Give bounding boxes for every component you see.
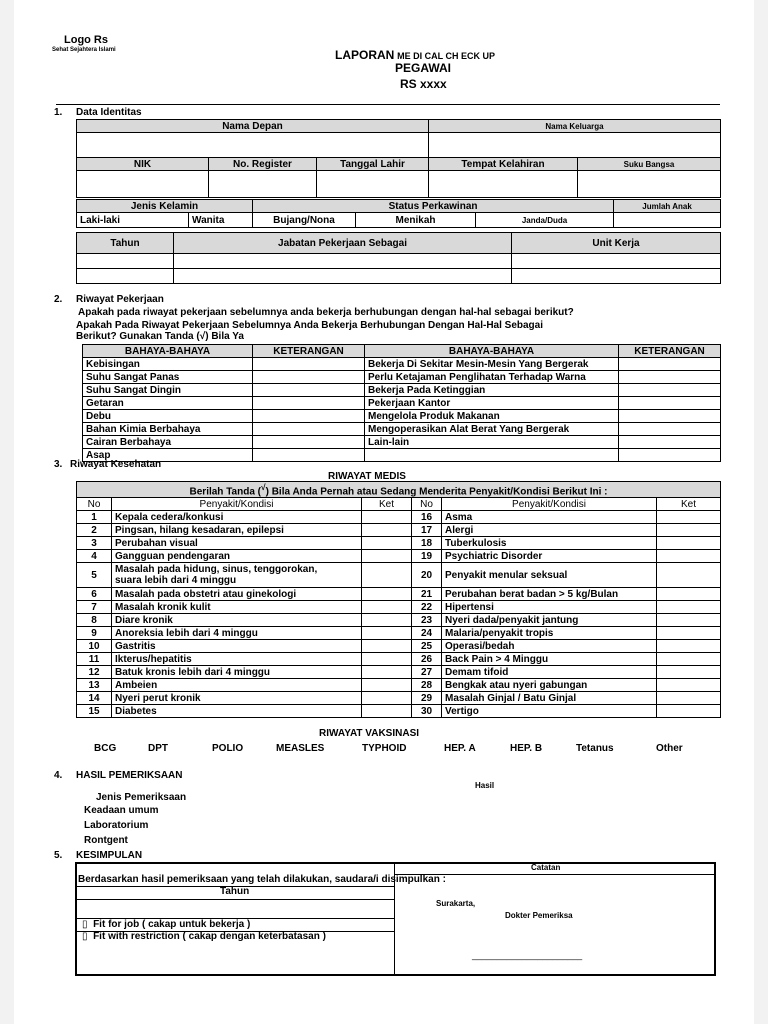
condition-number-right: 30 [412, 705, 442, 718]
condition-name-right: Vertigo [442, 705, 657, 718]
condition-name-left: Pingsan, hilang kesadaran, epilepsi [112, 524, 362, 537]
medical-row [77, 524, 721, 537]
condition-name-right: Asma [442, 511, 657, 524]
hazard-item-right: Lain-lain [365, 436, 619, 449]
col-ket-left: Ket [362, 498, 412, 511]
condition-number-left: 6 [77, 588, 112, 601]
keterangan-col-right: KETERANGAN [619, 345, 721, 358]
condition-name-right: Alergi [442, 524, 657, 537]
hasil-label: Hasil [475, 781, 495, 790]
status-perkawinan-header: Status Perkawinan [253, 200, 614, 213]
hazard-check-left[interactable] [253, 358, 365, 371]
condition-name-right: Hipertensi [442, 601, 657, 614]
conclusion-statement: Berdasarkan hasil pemeriksaan yang telah dilakukan, saudara/i disimpulkan : [78, 874, 446, 885]
medical-history-table [76, 481, 721, 718]
hazard-item-left: Debu [83, 410, 253, 423]
condition-name-right: Demam tifoid [442, 666, 657, 679]
condition-number-right: 17 [412, 524, 442, 537]
medical-row [77, 640, 721, 653]
condition-name-left: Ambeien [112, 679, 362, 692]
hazard-item-left: Asap [83, 449, 253, 462]
vaccine-item[interactable]: MEASLES [276, 743, 325, 754]
rule-2 [76, 899, 394, 900]
logo-text: Logo Rs [64, 34, 108, 46]
option-wanita[interactable]: Wanita [189, 213, 253, 228]
condition-name-left: Ikterus/hepatitis [112, 653, 362, 666]
jumlah-anak-field[interactable] [614, 213, 721, 228]
condition-ket-right[interactable] [657, 679, 721, 692]
condition-ket-right[interactable] [657, 692, 721, 705]
condition-ket-right[interactable] [657, 550, 721, 563]
vaccine-item[interactable]: TYPHOID [362, 743, 407, 754]
condition-number-right: 26 [412, 653, 442, 666]
vaccine-item[interactable]: POLIO [212, 743, 244, 754]
exam-item-3: Rontgent [84, 835, 128, 846]
vaccine-item[interactable]: Tetanus [576, 743, 614, 754]
condition-name-left: Masalah pada obstetri atau ginekologi [112, 588, 362, 601]
condition-name-right: Nyeri dada/penyakit jantung [442, 614, 657, 627]
hazard-item-right: Perlu Ketajaman Penglihatan Terhadap Warna [365, 371, 619, 384]
hazard-row [83, 384, 721, 397]
hazard-check-left[interactable] [253, 410, 365, 423]
employment-cell[interactable] [512, 254, 721, 269]
medical-row [77, 705, 721, 718]
condition-number-left: 5 [77, 563, 112, 588]
hazard-table [82, 344, 721, 462]
section3-number: 3. [54, 459, 63, 470]
nama-keluarga-field[interactable] [429, 133, 721, 158]
hazard-row [83, 410, 721, 423]
col-penyakit-right: Penyakit/Kondisi [442, 498, 657, 511]
vaksinasi-title: RIWAYAT VAKSINASI [319, 728, 420, 739]
hazard-row [83, 397, 721, 410]
signature-line[interactable]: ______________________ [472, 950, 583, 960]
section3-title: Riwayat Kesehatan [70, 459, 162, 470]
question-3: Berikut? Gunakan Tanda (√) Bila Ya [76, 331, 244, 342]
vaccine-item[interactable]: HEP. B [510, 743, 543, 754]
tahun-header: Tahun [77, 233, 174, 254]
identity-table [76, 119, 721, 158]
condition-ket-left[interactable] [362, 679, 412, 692]
vaccine-item[interactable]: BCG [94, 743, 117, 754]
condition-ket-right[interactable] [657, 653, 721, 666]
condition-number-right: 21 [412, 588, 442, 601]
hazard-check-left[interactable] [253, 449, 365, 462]
hazard-item-right: Mengelola Produk Makanan [365, 410, 619, 423]
question-1: Apakah pada riwayat pekerjaan sebelumnya anda bekerja berhubungan dengan hal-hal sebagai berikut? [78, 307, 574, 318]
condition-number-right: 28 [412, 679, 442, 692]
condition-number-right: 25 [412, 640, 442, 653]
condition-name-left: Anoreksia lebih dari 4 minggu [112, 627, 362, 640]
condition-number-right: 27 [412, 666, 442, 679]
condition-name-left: Diabetes [112, 705, 362, 718]
unit-kerja-header: Unit Kerja [512, 233, 721, 254]
medical-row [77, 511, 721, 524]
hazard-check-right[interactable] [619, 423, 721, 436]
jumlah-anak-header: Jumlah Anak [614, 200, 721, 213]
condition-number-left: 8 [77, 614, 112, 627]
medical-row [77, 692, 721, 705]
exam-item-2: Laboratorium [84, 820, 149, 831]
condition-ket-left[interactable] [362, 692, 412, 705]
condition-number-right: 24 [412, 627, 442, 640]
nik-header: NIK [77, 158, 209, 171]
section1-number: 1. [54, 107, 63, 118]
condition-ket-left[interactable] [362, 640, 412, 653]
fit-for-job-option[interactable]: ▯ Fit for job ( cakap untuk bekerja ) [82, 919, 251, 930]
condition-name-right: Perubahan berat badan > 5 kg/Bulan [442, 588, 657, 601]
exam-item-1: Keadaan umum [84, 805, 159, 816]
vaccine-item[interactable]: Other [656, 743, 683, 754]
condition-name-right: Malaria/penyakit tropis [442, 627, 657, 640]
identity-table-2 [76, 157, 721, 198]
col-ket-right: Ket [657, 498, 721, 511]
condition-number-left: 4 [77, 550, 112, 563]
employment-cell[interactable] [174, 254, 512, 269]
hazard-check-right[interactable] [619, 384, 721, 397]
section1-title: Data Identitas [76, 107, 142, 118]
condition-ket-left[interactable] [362, 601, 412, 614]
medical-row [77, 550, 721, 563]
condition-name-left: Diare kronik [112, 614, 362, 627]
condition-ket-right[interactable] [657, 588, 721, 601]
hazard-item-left: Kebisingan [83, 358, 253, 371]
condition-ket-left[interactable] [362, 627, 412, 640]
option-laki[interactable]: Laki-laki [77, 213, 189, 228]
catatan-label: Catatan [531, 863, 561, 872]
condition-ket-right[interactable] [657, 640, 721, 653]
jabatan-header: Jabatan Pekerjaan Sebagai [174, 233, 512, 254]
check-mark-icon: √ [261, 482, 266, 492]
condition-ket-right[interactable] [657, 627, 721, 640]
vaccine-item[interactable]: HEP. A [444, 743, 476, 754]
hazard-item-right: Bekerja Di Sekitar Mesin-Mesin Yang Bergerak [365, 358, 619, 371]
hazard-row [83, 436, 721, 449]
employment-row[interactable] [77, 269, 174, 284]
checkbox-icon: ▯ [82, 931, 88, 942]
no-register-header: No. Register [209, 158, 317, 171]
hazard-check-right[interactable] [619, 371, 721, 384]
question-2: Apakah Pada Riwayat Pekerjaan Sebelumnya Anda Bekerja Berhubungan Dengan Hal-Hal Sebagai [76, 320, 544, 331]
option-janda[interactable]: Janda/Duda [476, 213, 614, 228]
medical-row [77, 679, 721, 692]
condition-ket-left[interactable] [362, 550, 412, 563]
condition-name-left: Kepala cedera/konkusi [112, 511, 362, 524]
section2-number: 2. [54, 294, 63, 305]
condition-ket-left[interactable] [362, 511, 412, 524]
nama-depan-header: Nama Depan [77, 120, 429, 133]
nama-depan-field[interactable] [77, 133, 429, 158]
checkbox-icon: ▯ [82, 919, 88, 930]
condition-ket-right[interactable] [657, 511, 721, 524]
title-line2: PEGAWAI [395, 61, 452, 75]
condition-name-right: Psychiatric Disorder [442, 550, 657, 563]
hazard-item-right: Bekerja Pada Ketinggian [365, 384, 619, 397]
condition-name-right: Tuberkulosis [442, 537, 657, 550]
condition-name-right: Masalah Ginjal / Batu Ginjal [442, 692, 657, 705]
hazard-check-right[interactable] [619, 410, 721, 423]
condition-number-left: 2 [77, 524, 112, 537]
suku-bangsa-field[interactable] [578, 171, 721, 198]
hazard-item-left: Bahan Kimia Berbahaya [83, 423, 253, 436]
condition-number-right: 23 [412, 614, 442, 627]
hazard-check-left[interactable] [253, 371, 365, 384]
condition-number-left: 13 [77, 679, 112, 692]
riwayat-medis-title: RIWAYAT MEDIS [328, 471, 406, 482]
medical-row [77, 537, 721, 550]
suku-bangsa-header: Suku Bangsa [578, 158, 721, 171]
no-register-field[interactable] [209, 171, 317, 198]
medical-row [77, 588, 721, 601]
condition-number-right: 20 [412, 563, 442, 588]
hazard-check-right[interactable] [619, 397, 721, 410]
hazard-item-right: Mengoperasikan Alat Berat Yang Bergerak [365, 423, 619, 436]
hazard-item-left: Getaran [83, 397, 253, 410]
condition-number-left: 10 [77, 640, 112, 653]
title-line3: RS xxxx [400, 77, 447, 91]
hazard-check-right[interactable] [619, 436, 721, 449]
status-table [76, 199, 721, 228]
col-no-right: No [412, 498, 442, 511]
fit-with-restriction-option[interactable]: ▯ Fit with restriction ( cakap dengan keterbatasan ) [82, 931, 326, 942]
hazard-item-left: Suhu Sangat Panas [83, 371, 253, 384]
tempat-kelahiran-field[interactable] [429, 171, 578, 198]
condition-ket-left[interactable] [362, 705, 412, 718]
nama-keluarga-header: Nama Keluarga [429, 120, 721, 133]
condition-number-left: 9 [77, 627, 112, 640]
option-menikah[interactable]: Menikah [356, 213, 476, 228]
header-divider [56, 104, 720, 105]
hazard-check-right[interactable] [619, 358, 721, 371]
form-page [14, 0, 754, 1024]
condition-name-left: Masalah pada hidung, sinus, tenggorokan, suara lebih dari 4 minggu [112, 563, 362, 588]
condition-name-right: Bengkak atau nyeri gabungan [442, 679, 657, 692]
condition-ket-right[interactable] [657, 524, 721, 537]
condition-ket-right[interactable] [657, 666, 721, 679]
condition-ket-left[interactable] [362, 653, 412, 666]
dokter-label: Dokter Pemeriksa [505, 911, 573, 920]
hazard-row [83, 423, 721, 436]
hazard-row [83, 358, 721, 371]
hazard-check-right[interactable] [619, 449, 721, 462]
hazard-col-left: BAHAYA-BAHAYA [83, 345, 253, 358]
condition-name-left: Gangguan pendengaran [112, 550, 362, 563]
condition-name-left: Masalah kronik kulit [112, 601, 362, 614]
condition-number-left: 11 [77, 653, 112, 666]
condition-ket-left[interactable] [362, 563, 412, 588]
condition-ket-right[interactable] [657, 705, 721, 718]
condition-ket-left[interactable] [362, 588, 412, 601]
jenis-pemeriksaan-label: Jenis Pemeriksaan [96, 792, 187, 803]
hazard-row [83, 371, 721, 384]
employment-table [76, 232, 721, 284]
hazard-check-left[interactable] [253, 423, 365, 436]
condition-number-right: 18 [412, 537, 442, 550]
condition-name-right: Operasi/bedah [442, 640, 657, 653]
section5-title: KESIMPULAN [76, 850, 143, 861]
medical-row [77, 601, 721, 614]
condition-ket-left[interactable] [362, 524, 412, 537]
tagline: Sehat Sejahtera Islami [52, 47, 116, 53]
condition-ket-left[interactable] [362, 666, 412, 679]
medical-row [77, 666, 721, 679]
report-title: LAPORAN ME DI CAL CH ECK UP [335, 48, 495, 62]
hazard-item-right [365, 449, 619, 462]
employment-row[interactable] [77, 254, 174, 269]
tanggal-lahir-header: Tanggal Lahir [317, 158, 429, 171]
hazard-item-right: Pekerjaan Kantor [365, 397, 619, 410]
condition-ket-right[interactable] [657, 614, 721, 627]
col-no-left: No [77, 498, 112, 511]
employment-cell[interactable] [512, 269, 721, 284]
condition-number-left: 3 [77, 537, 112, 550]
condition-ket-left[interactable] [362, 614, 412, 627]
condition-number-left: 1 [77, 511, 112, 524]
keterangan-col-left: KETERANGAN [253, 345, 365, 358]
medical-row [77, 653, 721, 666]
condition-number-left: 14 [77, 692, 112, 705]
condition-ket-right[interactable] [657, 563, 721, 588]
hazard-item-left: Cairan Berbahaya [83, 436, 253, 449]
condition-number-right: 16 [412, 511, 442, 524]
jenis-kelamin-header: Jenis Kelamin [77, 200, 253, 213]
condition-number-left: 12 [77, 666, 112, 679]
nik-field[interactable] [77, 171, 209, 198]
hazard-row [83, 449, 721, 462]
option-bujang[interactable]: Bujang/Nona [253, 213, 356, 228]
tahun-label: Tahun [220, 886, 250, 897]
tanggal-lahir-field[interactable] [317, 171, 429, 198]
condition-name-left: Batuk kronis lebih dari 4 minggu [112, 666, 362, 679]
medical-instruction: Berilah Tanda (√) Bila Anda Pernah atau Sedang Menderita Penyakit/Kondisi Berikut Ini : [77, 482, 721, 498]
condition-number-right: 22 [412, 601, 442, 614]
hazard-col-right: BAHAYA-BAHAYA [365, 345, 619, 358]
condition-name-left: Perubahan visual [112, 537, 362, 550]
medical-row [77, 563, 721, 588]
tempat-kelahiran-header: Tempat Kelahiran [429, 158, 578, 171]
condition-name-left: Gastritis [112, 640, 362, 653]
condition-name-right: Penyakit menular seksual [442, 563, 657, 588]
condition-number-left: 7 [77, 601, 112, 614]
vaccine-item[interactable]: DPT [148, 743, 168, 754]
condition-ket-left[interactable] [362, 537, 412, 550]
employment-cell[interactable] [174, 269, 512, 284]
medical-row [77, 614, 721, 627]
kota-label: Surakarta, [436, 899, 476, 908]
condition-name-right: Back Pain > 4 Minggu [442, 653, 657, 666]
hazard-check-left[interactable] [253, 384, 365, 397]
section4-title: HASIL PEMERIKSAAN [76, 770, 183, 781]
section2-title: Riwayat Pekerjaan [76, 294, 164, 305]
condition-ket-right[interactable] [657, 601, 721, 614]
hazard-check-left[interactable] [253, 397, 365, 410]
condition-name-left: Nyeri perut kronik [112, 692, 362, 705]
hazard-check-left[interactable] [253, 436, 365, 449]
section5-number: 5. [54, 850, 63, 861]
condition-number-right: 19 [412, 550, 442, 563]
col-penyakit-left: Penyakit/Kondisi [112, 498, 362, 511]
section4-number: 4. [54, 770, 63, 781]
condition-number-right: 29 [412, 692, 442, 705]
hazard-item-left: Suhu Sangat Dingin [83, 384, 253, 397]
condition-number-left: 15 [77, 705, 112, 718]
condition-ket-right[interactable] [657, 537, 721, 550]
medical-row [77, 627, 721, 640]
